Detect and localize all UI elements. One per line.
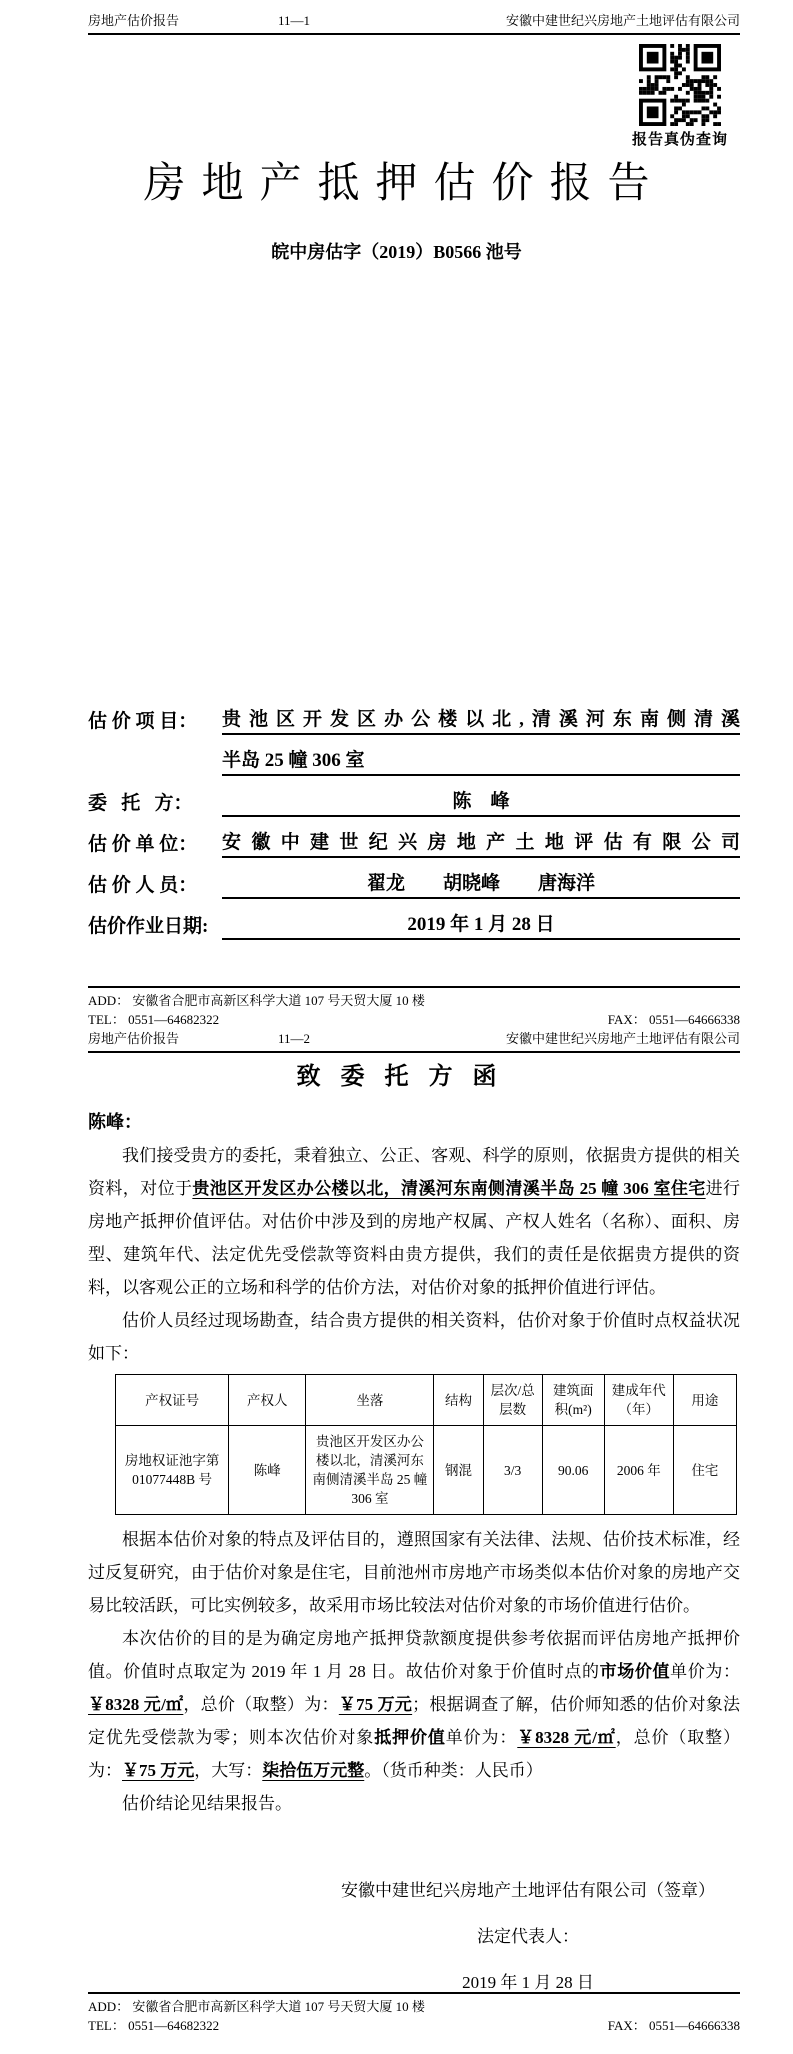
page1-running-footer bbox=[88, 986, 740, 1029]
footer-fax: FAX： 0551—64666338 bbox=[607, 2018, 740, 2033]
table-cell: 90.06 bbox=[542, 1426, 604, 1515]
header-page-number: 11—2 bbox=[278, 1031, 311, 1046]
text-segment: 单价为： bbox=[445, 1728, 518, 1747]
text-segment: 贵池区开发区办公楼以北，清溪河东南侧清溪半岛 25 幢 306 室住宅 bbox=[192, 1179, 706, 1198]
text-segment: ，总价（取整）为： bbox=[88, 1728, 741, 1780]
paragraph bbox=[88, 1304, 740, 1370]
text-segment: 进行房地产抵押价值评估。对估价中涉及到的房地产权属、产权人姓名（名称）、面积、房型、建筑年代、法定优先受偿款等资料由贵方提供，我们的责任是依据贵方提供的资料，以客观公正的立场和科学的估价方法，对估价对象的抵押价值进行评估。 bbox=[88, 1179, 741, 1297]
header-company-name: 安徽中建世纪兴房地产土地评估有限公司 bbox=[505, 1031, 740, 1046]
text-segment: ￥75 万元 bbox=[122, 1761, 195, 1780]
table-header-row bbox=[116, 1375, 737, 1426]
paragraphs-after-table bbox=[88, 1523, 740, 1820]
qr-caption: 报告真伪查询 bbox=[631, 132, 728, 148]
text-segment: 估价结论见结果报告。 bbox=[122, 1794, 292, 1813]
table-cell: 2006 年 bbox=[604, 1426, 673, 1515]
text-segment: 柒拾伍万元整 bbox=[262, 1761, 365, 1780]
property-rights-table bbox=[115, 1374, 737, 1515]
table-header-cell: 坐落 bbox=[306, 1375, 434, 1426]
table-header-cell: 层次/总层数 bbox=[483, 1375, 542, 1426]
footer-fax: FAX： 0551—64666338 bbox=[607, 1012, 740, 1027]
field-date-label: 估价作业日期: bbox=[88, 916, 209, 937]
page-2-letter bbox=[0, 1026, 793, 2054]
signature-date: 2019 年 1 月 28 日 bbox=[462, 1973, 594, 1992]
field-date-value: 2019 年 1 月 28 日 bbox=[222, 909, 740, 940]
field-client-value: 陈 峰 bbox=[222, 786, 740, 817]
field-agency-value: 安徽中建世纪兴房地产土地评估有限公司 bbox=[222, 827, 740, 858]
field-staff-value: 翟龙 胡晓峰 唐海洋 bbox=[222, 868, 740, 899]
field-project bbox=[88, 694, 740, 735]
table-header-cell: 用途 bbox=[673, 1375, 736, 1426]
text-segment: 我们接受贵方的委托，秉着独立、公正、客观、科学的原则，依据贵方提供的相关资料，对位于 bbox=[88, 1146, 740, 1198]
signature-company: 安徽中建世纪兴房地产土地评估有限公司（签章） bbox=[341, 1881, 715, 1900]
paragraph bbox=[88, 1787, 740, 1820]
table-row bbox=[116, 1426, 737, 1515]
field-project-value-line1: 贵池区开发区办公楼以北,清溪河东南侧清溪 bbox=[222, 704, 740, 735]
field-project-value-line2: 半岛 25 幢 306 室 bbox=[222, 745, 740, 776]
page2-running-footer bbox=[88, 1992, 740, 2035]
text-segment: 单价为： bbox=[670, 1662, 741, 1681]
text-segment: 抵押价值 bbox=[374, 1728, 446, 1747]
text-segment: ，大写： bbox=[194, 1761, 263, 1780]
field-project-label: 估 价 项 目： bbox=[88, 711, 198, 732]
field-agency-label: 估 价 单 位： bbox=[88, 834, 198, 855]
field-date bbox=[88, 899, 740, 940]
table-cell: 贵池区开发区办公楼以北，清溪河东南侧清溪半岛 25 幢 306 室 bbox=[306, 1426, 434, 1515]
report-doc-number: 皖中房估字（2019）B0566 池号 bbox=[271, 242, 522, 262]
text-segment: ￥8328 元/㎡ bbox=[517, 1728, 616, 1747]
footer-tel: TEL： 0551—64682322 bbox=[88, 1012, 220, 1027]
qr-block bbox=[622, 44, 738, 149]
footer-address: ADD： 安徽省合肥市高新区科学大道 107 号天贸大厦 10 楼 bbox=[88, 1999, 425, 2014]
table-cell: 3/3 bbox=[483, 1426, 542, 1515]
header-page-number: 11—1 bbox=[278, 13, 311, 28]
text-segment: ￥75 万元 bbox=[338, 1695, 413, 1714]
page2-running-header bbox=[88, 1028, 740, 1053]
text-segment: ；根据调查了解，估价师知悉的估价对象法定优先受偿款为零；则本次估价对象 bbox=[88, 1695, 741, 1747]
footer-tel: TEL： 0551—64682322 bbox=[88, 2018, 220, 2033]
text-segment: ，总价（取整）为： bbox=[183, 1695, 339, 1714]
signature-legal-rep: 法定代表人： bbox=[477, 1927, 579, 1946]
table-cell: 房地权证池字第 01077448B 号 bbox=[116, 1426, 229, 1515]
paragraph bbox=[88, 1139, 740, 1304]
qr-code-icon bbox=[639, 44, 721, 126]
field-client-label: 委 托 方： bbox=[88, 793, 193, 814]
text-segment: 根据本估价对象的特点及评估目的，遵照国家有关法律、法规、估价技术标准，经过反复研究，由于估价对象是住宅，目前池州市房地产市场类似本估价对象的房地产交易比较活跃，可比实例较多，故采用市场比较法对估价对象的市场价值进行估价。 bbox=[88, 1530, 740, 1615]
paragraphs-before-table bbox=[88, 1139, 740, 1370]
text-segment: ￥8328 元/㎡ bbox=[88, 1695, 184, 1714]
text-segment: 。（货币种类：人民币） bbox=[364, 1761, 543, 1780]
table-header-cell: 结构 bbox=[434, 1375, 483, 1426]
header-company-name: 安徽中建世纪兴房地产土地评估有限公司 bbox=[505, 13, 740, 28]
table-cell: 钢混 bbox=[434, 1426, 483, 1515]
field-client bbox=[88, 776, 740, 817]
page1-running-header bbox=[88, 10, 740, 35]
table-header-cell: 产权人 bbox=[229, 1375, 306, 1426]
table-header-cell: 建筑面积(m²) bbox=[542, 1375, 604, 1426]
letter-body bbox=[88, 1106, 740, 2006]
salutation: 陈峰： bbox=[88, 1112, 142, 1132]
report-title: 房地产抵押估价报告 bbox=[143, 161, 666, 207]
header-report-label: 房地产估价报告 bbox=[88, 1031, 180, 1046]
paragraph bbox=[88, 1523, 740, 1622]
table-cell: 陈峰 bbox=[229, 1426, 306, 1515]
signature-block bbox=[328, 1868, 728, 2006]
field-staff-label: 估 价 人 员： bbox=[88, 875, 198, 896]
paragraph bbox=[88, 1622, 740, 1787]
page-1-cover bbox=[0, 0, 793, 1026]
table-header-cell: 产权证号 bbox=[116, 1375, 229, 1426]
footer-address: ADD： 安徽省合肥市高新区科学大道 107 号天贸大厦 10 楼 bbox=[88, 993, 425, 1008]
letter-title: 致委托方函 bbox=[296, 1064, 517, 1090]
field-agency bbox=[88, 817, 740, 858]
text-segment: 估价人员经过现场勘查，结合贵方提供的相关资料，估价对象于价值时点权益状况如下： bbox=[88, 1311, 740, 1363]
field-staff bbox=[88, 858, 740, 899]
header-report-label: 房地产估价报告 bbox=[88, 13, 180, 28]
cover-form bbox=[88, 694, 740, 940]
field-project-line2 bbox=[88, 735, 740, 776]
text-segment: 本次估价的目的是为确定房地产抵押贷款额度提供参考依据而评估房地产抵押价值。价值时点取定为 2019 年 1 月 28 日。故估价对象于价值时点的 bbox=[88, 1629, 740, 1681]
table-cell: 住宅 bbox=[673, 1426, 736, 1515]
text-segment: 市场价值 bbox=[599, 1662, 671, 1681]
table-header-cell: 建成年代（年） bbox=[604, 1375, 673, 1426]
